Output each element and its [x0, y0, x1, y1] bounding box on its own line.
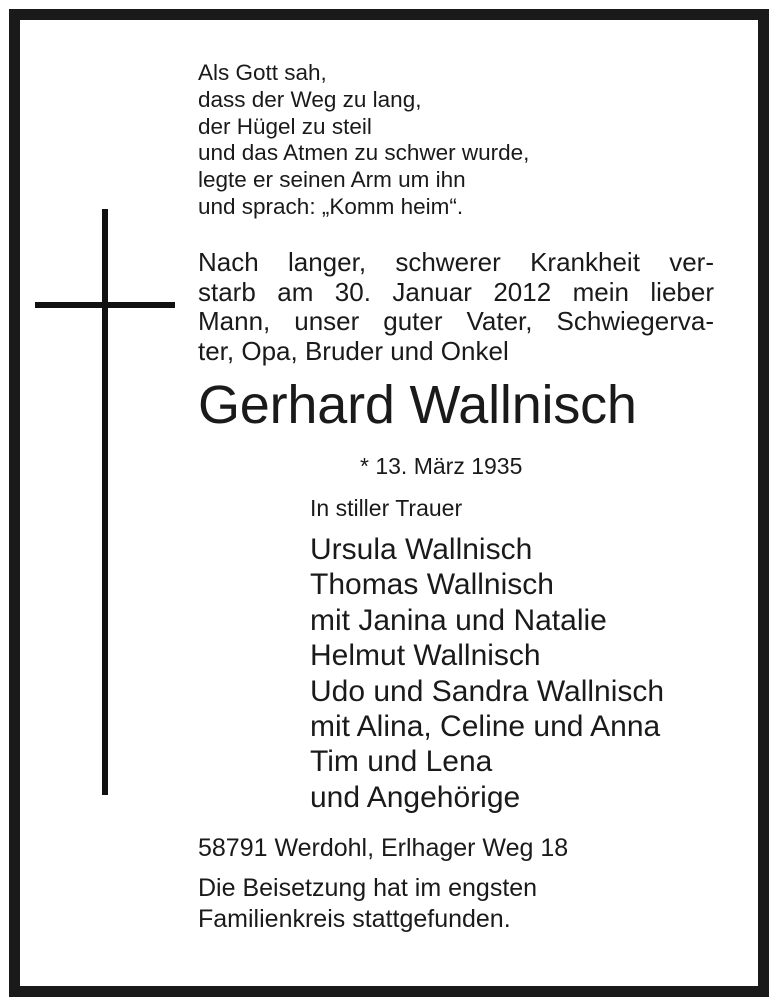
poem-line: und das Atmen zu schwer wurde, — [198, 140, 530, 166]
mourner-line: Udo und Sandra Wallnisch — [310, 674, 665, 708]
address: 58791 Werdohl, Erlhager Weg 18 — [198, 834, 569, 862]
mourner-line: Thomas Wallnisch — [310, 568, 554, 602]
mourning-phrase: In stiller Trauer — [310, 495, 463, 521]
cross-vertical-bar — [102, 209, 108, 795]
mourner-line: mit Janina und Natalie — [310, 603, 607, 637]
announcement-line: Mann, unser guter Vater, Schwiegerva- — [198, 306, 714, 336]
announcement-line: ter, Opa, Bruder und Onkel — [198, 335, 509, 366]
mourner-line: mit Alina, Celine und Anna — [310, 710, 661, 744]
cross-horizontal-bar — [35, 302, 175, 308]
poem-line: legte er seinen Arm um ihn — [198, 167, 466, 193]
poem-line: dass der Weg zu lang, — [198, 86, 422, 112]
mourner-line: Ursula Wallnisch — [310, 533, 533, 566]
mourners-list — [310, 532, 664, 815]
mourner-line: und Angehörige — [310, 780, 521, 814]
funeral-line: Familienkreis stattgefunden. — [198, 905, 511, 933]
mourner-line: Tim und Lena — [310, 745, 493, 779]
announcement-line: starb am 30. Januar 2012 mein lieber — [198, 276, 714, 307]
memorial-poem — [198, 60, 718, 221]
deceased-name: Gerhard Wallnisch — [198, 375, 637, 435]
mourner-line: Helmut Wallnisch — [310, 639, 541, 673]
poem-line: Als Gott sah, — [198, 60, 327, 85]
announcement-line: Nach langer, schwerer Krankheit ver- — [198, 247, 714, 277]
poem-line: der Hügel zu steil — [198, 113, 372, 139]
death-announcement-text — [198, 248, 714, 366]
funeral-notice — [198, 873, 537, 935]
funeral-line: Die Beisetzung hat im engsten — [198, 874, 538, 902]
poem-line: und sprach: „Komm heim“. — [198, 193, 464, 219]
birth-date: * 13. März 1935 — [360, 453, 523, 479]
